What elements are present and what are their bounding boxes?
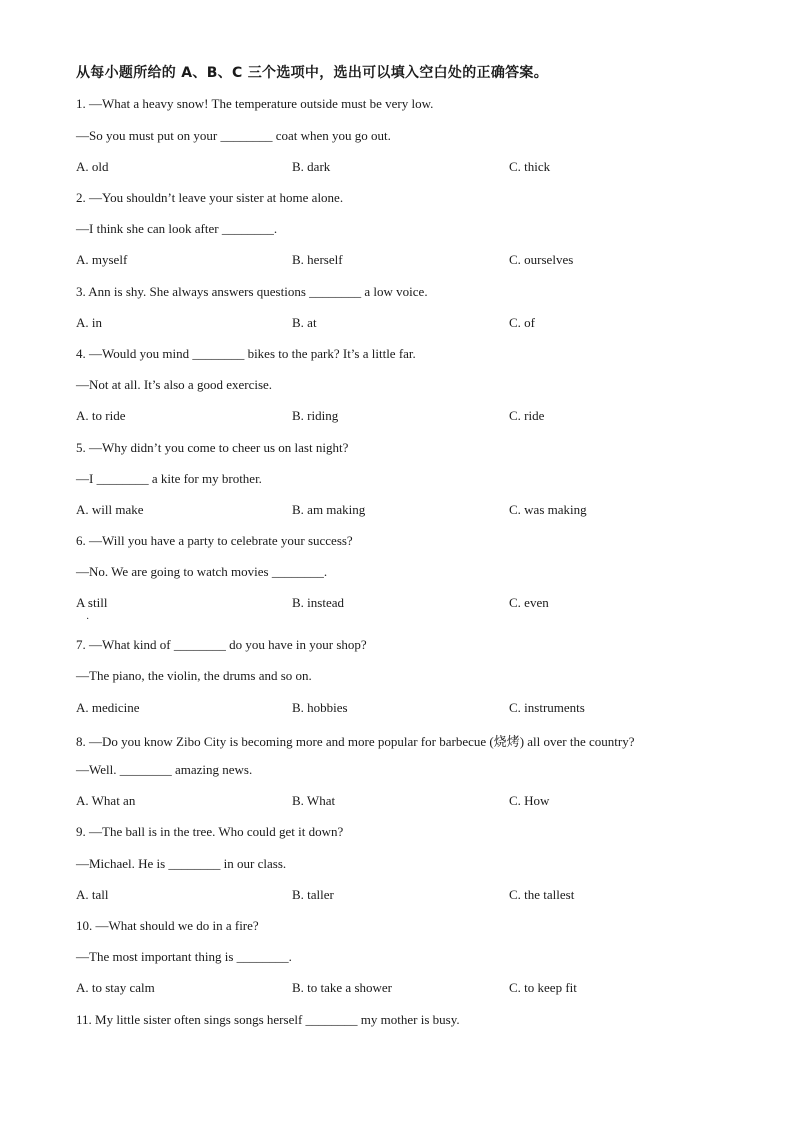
- question-2-prompt: 2. —You shouldn’t leave your sister at home alone.: [76, 190, 344, 205]
- question-6-option-c: C. even: [509, 595, 549, 610]
- question-5-option-c: C. was making: [509, 502, 587, 517]
- question-8-option-b: B. What: [292, 793, 336, 808]
- question-4-option-b: B. riding: [292, 408, 339, 423]
- question-1-option-c: C. thick: [509, 159, 551, 174]
- question-9-option-c: C. the tallest: [509, 887, 575, 902]
- question-6-prompt: 6. —Will you have a party to celebrate your success?: [76, 533, 353, 548]
- question-5-option-b: B. am making: [292, 502, 366, 517]
- question-9-option-a: A. tall: [76, 887, 109, 902]
- question-2-option-c: C. ourselves: [509, 252, 574, 267]
- question-3-option-b: B. at: [292, 315, 317, 330]
- question-9-reply: —Michael. He is ________ in our class.: [76, 856, 287, 871]
- question-3-prompt: 3. Ann is shy. She always answers questions ________ a low voice.: [76, 284, 428, 299]
- question-1-option-b: B. dark: [292, 159, 331, 174]
- question-10-option-b: B. to take a shower: [292, 980, 393, 995]
- question-4-reply: —Not at all. It’s also a good exercise.: [76, 377, 273, 392]
- stray-mark: ·: [86, 614, 90, 625]
- question-7-option-c: C. instruments: [509, 700, 585, 715]
- question-1-prompt: 1. —What a heavy snow! The temperature outside must be very low.: [76, 96, 434, 111]
- question-6-option-b: B. instead: [292, 595, 344, 610]
- question-7-option-b: B. hobbies: [292, 700, 348, 715]
- question-7-option-a: A. medicine: [76, 700, 140, 715]
- question-4-prompt: 4. —Would you mind ________ bikes to the park? It’s a little far.: [76, 346, 416, 361]
- question-3-option-c: C. of: [509, 315, 535, 330]
- instructions-heading: 从每小题所给的 A、B、C 三个选项中，选出可以填入空白处的正确答案。: [76, 65, 549, 81]
- question-8-prompt: 8. —Do you know Zibo City is becoming more and more popular for barbecue (烧烤) all over the country?: [76, 734, 635, 749]
- question-6-option-a: A still: [76, 595, 108, 610]
- question-2-option-b: B. herself: [292, 252, 343, 267]
- question-4-option-c: C. ride: [509, 408, 545, 423]
- question-10-reply: —The most important thing is ________.: [76, 949, 292, 964]
- question-8-reply: —Well. ________ amazing news.: [76, 762, 253, 777]
- question-2-option-a: A. myself: [76, 252, 128, 267]
- question-10-option-a: A. to stay calm: [76, 980, 155, 995]
- question-4-option-a: A. to ride: [76, 408, 126, 423]
- question-7-prompt: 7. —What kind of ________ do you have in your shop?: [76, 637, 367, 652]
- question-5-reply: —I ________ a kite for my brother.: [76, 471, 262, 486]
- question-10-option-c: C. to keep fit: [509, 980, 577, 995]
- question-8-option-a: A. What an: [76, 793, 136, 808]
- question-3-option-a: A. in: [76, 315, 102, 330]
- question-6-reply: —No. We are going to watch movies ________.: [76, 564, 328, 579]
- question-5-prompt: 5. —Why didn’t you come to cheer us on last night?: [76, 440, 349, 455]
- question-2-reply: —I think she can look after ________.: [76, 221, 278, 236]
- question-9-prompt: 9. —The ball is in the tree. Who could get it down?: [76, 824, 344, 839]
- question-1-reply: —So you must put on your ________ coat when you go out.: [76, 128, 391, 143]
- question-5-option-a: A. will make: [76, 502, 144, 517]
- question-7-reply: —The piano, the violin, the drums and so on.: [76, 668, 312, 683]
- question-8-option-c: C. How: [509, 793, 550, 808]
- question-1-option-a: A. old: [76, 159, 109, 174]
- question-10-prompt: 10. —What should we do in a fire?: [76, 918, 259, 933]
- question-9-option-b: B. taller: [292, 887, 334, 902]
- question-11-prompt: 11. My little sister often sings songs herself ________ my mother is busy.: [76, 1012, 460, 1027]
